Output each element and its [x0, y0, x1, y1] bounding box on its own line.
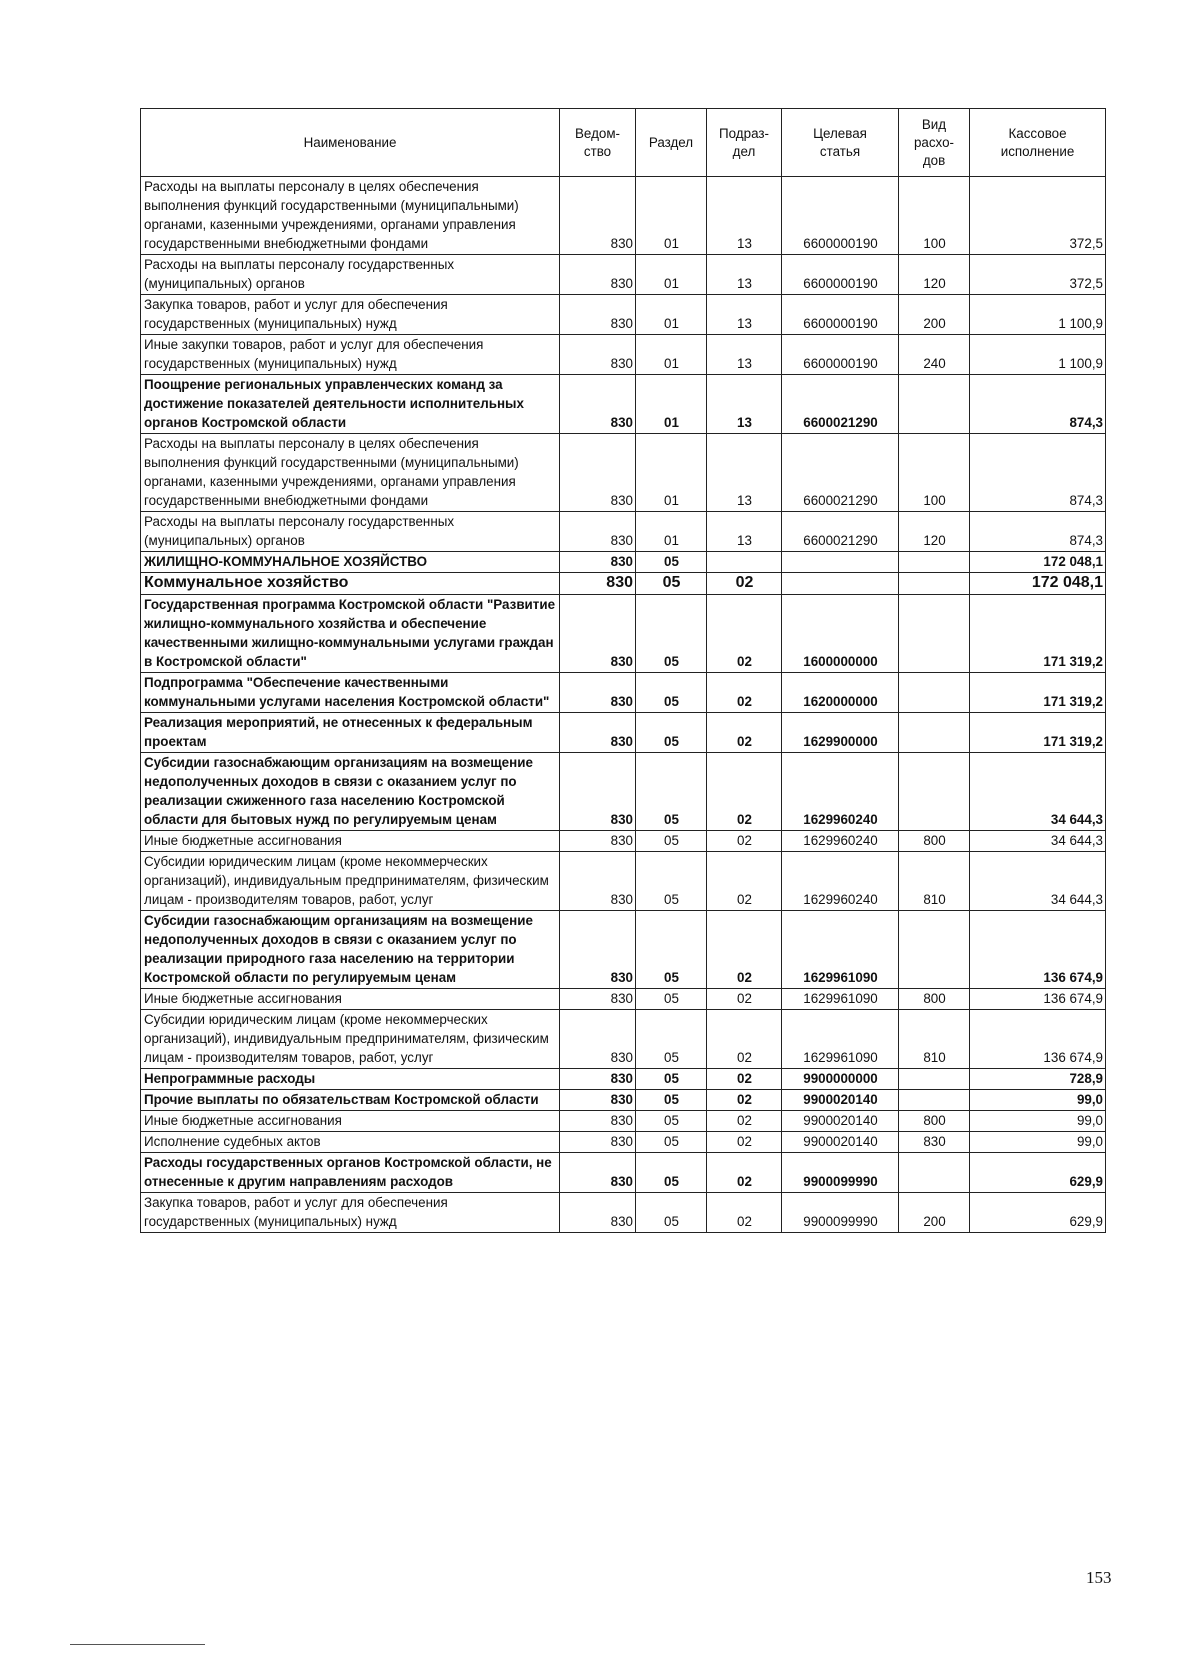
row-celevaya-statya: 1620000000	[782, 673, 899, 713]
row-vedomstvo: 830	[560, 852, 636, 911]
row-name: Субсидии юридическим лицам (кроме некоммерческих организаций), индивидуальным предпринимателям, физическим лицам - производителям товаров, работ, услуг	[141, 1010, 560, 1069]
table-row	[141, 1132, 1106, 1153]
row-vedomstvo: 830	[560, 1153, 636, 1193]
header-razdel: Раздел	[636, 109, 707, 177]
row-vid-rashodov	[899, 1090, 970, 1111]
table-row	[141, 295, 1106, 335]
row-name: Иные закупки товаров, работ и услуг для обеспечения государственных (муниципальных) нужд	[141, 335, 560, 375]
row-razdel: 05	[636, 1111, 707, 1132]
footer-rule	[70, 1644, 205, 1645]
row-name: Коммунальное хозяйство	[141, 573, 560, 595]
header-podrazdel: Подраз- дел	[707, 109, 782, 177]
row-vid-rashodov: 810	[899, 852, 970, 911]
row-podrazdel: 02	[707, 1090, 782, 1111]
table-row	[141, 1193, 1106, 1233]
row-celevaya-statya: 6600000190	[782, 255, 899, 295]
row-name: Иные бюджетные ассигнования	[141, 831, 560, 852]
row-razdel: 05	[636, 989, 707, 1010]
row-podrazdel: 13	[707, 255, 782, 295]
row-name: Прочие выплаты по обязательствам Костромской области	[141, 1090, 560, 1111]
row-vid-rashodov: 240	[899, 335, 970, 375]
table-row	[141, 753, 1106, 831]
table-row	[141, 713, 1106, 753]
row-vedomstvo: 830	[560, 989, 636, 1010]
row-razdel: 05	[636, 1069, 707, 1090]
row-vid-rashodov	[899, 911, 970, 989]
row-name: Иные бюджетные ассигнования	[141, 1111, 560, 1132]
row-celevaya-statya: 9900020140	[782, 1132, 899, 1153]
row-celevaya-statya: 1629960240	[782, 852, 899, 911]
table-row	[141, 512, 1106, 552]
row-vedomstvo: 830	[560, 1010, 636, 1069]
row-kassovoe-ispolnenie: 136 674,9	[970, 1010, 1106, 1069]
row-podrazdel: 02	[707, 595, 782, 673]
row-razdel: 05	[636, 753, 707, 831]
row-podrazdel: 13	[707, 375, 782, 434]
row-razdel: 05	[636, 1153, 707, 1193]
row-vedomstvo: 830	[560, 375, 636, 434]
row-podrazdel: 02	[707, 1111, 782, 1132]
table-row	[141, 831, 1106, 852]
row-podrazdel: 02	[707, 573, 782, 595]
row-celevaya-statya	[782, 573, 899, 595]
row-vid-rashodov	[899, 1069, 970, 1090]
row-razdel: 05	[636, 831, 707, 852]
row-podrazdel: 02	[707, 831, 782, 852]
row-name: Расходы государственных органов Костромской области, не отнесенные к другим направлениям расходов	[141, 1153, 560, 1193]
row-vid-rashodov: 800	[899, 989, 970, 1010]
header-name: Наименование	[141, 109, 560, 177]
row-vid-rashodov	[899, 713, 970, 753]
row-razdel: 05	[636, 1132, 707, 1153]
row-name: Подпрограмма "Обеспечение качественными коммунальными услугами населения Костромской области"	[141, 673, 560, 713]
row-razdel: 01	[636, 177, 707, 255]
table-header-row	[141, 109, 1106, 177]
row-kassovoe-ispolnenie: 372,5	[970, 177, 1106, 255]
row-kassovoe-ispolnenie: 874,3	[970, 434, 1106, 512]
row-vedomstvo: 830	[560, 595, 636, 673]
row-celevaya-statya: 9900020140	[782, 1111, 899, 1132]
row-razdel: 01	[636, 295, 707, 335]
row-name: Поощрение региональных управленческих команд за достижение показателей деятельности исполнительных органов Костромской области	[141, 375, 560, 434]
row-vid-rashodov: 800	[899, 1111, 970, 1132]
row-kassovoe-ispolnenie: 1 100,9	[970, 295, 1106, 335]
row-name: ЖИЛИЩНО-КОММУНАЛЬНОЕ ХОЗЯЙСТВО	[141, 552, 560, 573]
row-name: Иные бюджетные ассигнования	[141, 989, 560, 1010]
table-row	[141, 177, 1106, 255]
row-celevaya-statya: 9900000000	[782, 1069, 899, 1090]
row-kassovoe-ispolnenie: 34 644,3	[970, 831, 1106, 852]
row-vid-rashodov: 800	[899, 831, 970, 852]
row-celevaya-statya: 6600000190	[782, 295, 899, 335]
row-podrazdel: 02	[707, 1010, 782, 1069]
header-kassovoe-ispolnenie: Кассовое исполнение	[970, 109, 1106, 177]
table-row	[141, 1010, 1106, 1069]
row-kassovoe-ispolnenie: 874,3	[970, 512, 1106, 552]
row-vedomstvo: 830	[560, 573, 636, 595]
row-kassovoe-ispolnenie: 1 100,9	[970, 335, 1106, 375]
row-razdel: 05	[636, 673, 707, 713]
row-name: Субсидии юридическим лицам (кроме некоммерческих организаций), индивидуальным предпринимателям, физическим лицам - производителям товаров, работ, услуг	[141, 852, 560, 911]
row-kassovoe-ispolnenie: 629,9	[970, 1153, 1106, 1193]
table-row	[141, 552, 1106, 573]
row-kassovoe-ispolnenie: 629,9	[970, 1193, 1106, 1233]
row-razdel: 05	[636, 595, 707, 673]
row-podrazdel: 13	[707, 177, 782, 255]
row-podrazdel: 02	[707, 989, 782, 1010]
row-razdel: 05	[636, 573, 707, 595]
row-vedomstvo: 830	[560, 673, 636, 713]
row-kassovoe-ispolnenie: 172 048,1	[970, 573, 1106, 595]
row-celevaya-statya: 1629961090	[782, 1010, 899, 1069]
row-celevaya-statya	[782, 552, 899, 573]
row-vedomstvo: 830	[560, 1193, 636, 1233]
row-vedomstvo: 830	[560, 177, 636, 255]
table-row	[141, 335, 1106, 375]
row-vedomstvo: 830	[560, 1090, 636, 1111]
row-podrazdel: 02	[707, 1132, 782, 1153]
row-kassovoe-ispolnenie: 372,5	[970, 255, 1106, 295]
row-kassovoe-ispolnenie: 171 319,2	[970, 713, 1106, 753]
row-celevaya-statya: 1629960240	[782, 831, 899, 852]
row-celevaya-statya: 1629960240	[782, 753, 899, 831]
row-vid-rashodov: 100	[899, 434, 970, 512]
row-podrazdel: 13	[707, 434, 782, 512]
row-vid-rashodov	[899, 552, 970, 573]
row-vedomstvo: 830	[560, 335, 636, 375]
row-celevaya-statya: 6600021290	[782, 512, 899, 552]
table-row	[141, 375, 1106, 434]
table-row	[141, 1069, 1106, 1090]
row-podrazdel: 02	[707, 673, 782, 713]
row-vid-rashodov: 120	[899, 255, 970, 295]
row-podrazdel: 13	[707, 512, 782, 552]
row-razdel: 05	[636, 1193, 707, 1233]
row-vedomstvo: 830	[560, 434, 636, 512]
row-kassovoe-ispolnenie: 34 644,3	[970, 852, 1106, 911]
row-vedomstvo: 830	[560, 911, 636, 989]
row-podrazdel: 13	[707, 335, 782, 375]
row-vid-rashodov	[899, 753, 970, 831]
row-name: Реализация мероприятий, не отнесенных к федеральным проектам	[141, 713, 560, 753]
row-name: Расходы на выплаты персоналу в целях обеспечения выполнения функций государственными (муниципальными) органами, казенными учреждениями, органами управления государственными внебюджетными фондами	[141, 177, 560, 255]
header-celevaya-statya: Целевая статья	[782, 109, 899, 177]
row-vedomstvo: 830	[560, 1132, 636, 1153]
table-row	[141, 255, 1106, 295]
row-vedomstvo: 830	[560, 1111, 636, 1132]
table-row	[141, 911, 1106, 989]
row-podrazdel: 13	[707, 295, 782, 335]
row-name: Государственная программа Костромской области "Развитие жилищно-коммунального хозяйства и обеспечение качественными жилищно-коммунальными услугами граждан в Костромской области"	[141, 595, 560, 673]
row-kassovoe-ispolnenie: 99,0	[970, 1090, 1106, 1111]
row-podrazdel: 02	[707, 713, 782, 753]
row-razdel: 05	[636, 1090, 707, 1111]
header-vid-rashodov: Вид расхо- дов	[899, 109, 970, 177]
row-vedomstvo: 830	[560, 1069, 636, 1090]
row-name: Расходы на выплаты персоналу государственных (муниципальных) органов	[141, 255, 560, 295]
row-vid-rashodov	[899, 673, 970, 713]
table-row	[141, 852, 1106, 911]
row-vid-rashodov: 810	[899, 1010, 970, 1069]
table-row	[141, 573, 1106, 595]
row-kassovoe-ispolnenie: 172 048,1	[970, 552, 1106, 573]
row-podrazdel: 02	[707, 1153, 782, 1193]
table-row	[141, 1111, 1106, 1132]
row-kassovoe-ispolnenie: 171 319,2	[970, 595, 1106, 673]
row-podrazdel: 02	[707, 1069, 782, 1090]
row-kassovoe-ispolnenie: 171 319,2	[970, 673, 1106, 713]
row-vid-rashodov: 200	[899, 1193, 970, 1233]
table-row	[141, 595, 1106, 673]
row-razdel: 01	[636, 375, 707, 434]
row-vedomstvo: 830	[560, 831, 636, 852]
row-kassovoe-ispolnenie: 874,3	[970, 375, 1106, 434]
row-podrazdel: 02	[707, 852, 782, 911]
row-celevaya-statya: 1629900000	[782, 713, 899, 753]
row-celevaya-statya: 9900099990	[782, 1153, 899, 1193]
row-podrazdel: 02	[707, 753, 782, 831]
row-kassovoe-ispolnenie: 728,9	[970, 1069, 1106, 1090]
row-celevaya-statya: 6600000190	[782, 177, 899, 255]
row-name: Расходы на выплаты персоналу в целях обеспечения выполнения функций государственными (муниципальными) органами, казенными учреждениями, органами управления государственными внебюджетными фондами	[141, 434, 560, 512]
row-vid-rashodov	[899, 595, 970, 673]
row-razdel: 01	[636, 512, 707, 552]
row-kassovoe-ispolnenie: 34 644,3	[970, 753, 1106, 831]
budget-table	[140, 108, 1106, 1233]
table-row	[141, 673, 1106, 713]
row-podrazdel: 02	[707, 911, 782, 989]
row-vedomstvo: 830	[560, 295, 636, 335]
row-celevaya-statya: 9900020140	[782, 1090, 899, 1111]
row-razdel: 01	[636, 255, 707, 295]
row-celevaya-statya: 6600021290	[782, 434, 899, 512]
row-razdel: 05	[636, 911, 707, 989]
row-celevaya-statya: 9900099990	[782, 1193, 899, 1233]
row-vid-rashodov	[899, 573, 970, 595]
row-kassovoe-ispolnenie: 99,0	[970, 1111, 1106, 1132]
row-celevaya-statya: 1629961090	[782, 911, 899, 989]
row-celevaya-statya: 6600000190	[782, 335, 899, 375]
table-row	[141, 1153, 1106, 1193]
row-name: Непрограммные расходы	[141, 1069, 560, 1090]
row-vid-rashodov	[899, 1153, 970, 1193]
row-name: Закупка товаров, работ и услуг для обеспечения государственных (муниципальных) нужд	[141, 1193, 560, 1233]
row-celevaya-statya: 1629961090	[782, 989, 899, 1010]
table-body	[141, 177, 1106, 1233]
row-razdel: 05	[636, 713, 707, 753]
row-kassovoe-ispolnenie: 136 674,9	[970, 989, 1106, 1010]
row-vedomstvo: 830	[560, 552, 636, 573]
table-row	[141, 989, 1106, 1010]
row-vid-rashodov: 830	[899, 1132, 970, 1153]
row-vedomstvo: 830	[560, 512, 636, 552]
row-vid-rashodov	[899, 375, 970, 434]
row-podrazdel: 02	[707, 1193, 782, 1233]
row-name: Исполнение судебных актов	[141, 1132, 560, 1153]
row-razdel: 05	[636, 552, 707, 573]
row-name: Закупка товаров, работ и услуг для обеспечения государственных (муниципальных) нужд	[141, 295, 560, 335]
header-vedomstvo: Ведом- ство	[560, 109, 636, 177]
row-vid-rashodov: 200	[899, 295, 970, 335]
row-name: Расходы на выплаты персоналу государственных (муниципальных) органов	[141, 512, 560, 552]
row-celevaya-statya: 6600021290	[782, 375, 899, 434]
row-razdel: 05	[636, 852, 707, 911]
row-vid-rashodov: 100	[899, 177, 970, 255]
row-vedomstvo: 830	[560, 255, 636, 295]
table-row	[141, 434, 1106, 512]
row-vedomstvo: 830	[560, 713, 636, 753]
table-row	[141, 1090, 1106, 1111]
row-name: Субсидии газоснабжающим организациям на возмещение недополученных доходов в связи с оказанием услуг по реализации сжиженного газа населению Костромской области для бытовых нужд по регулируемым ценам	[141, 753, 560, 831]
row-vid-rashodov: 120	[899, 512, 970, 552]
row-razdel: 01	[636, 335, 707, 375]
row-celevaya-statya: 1600000000	[782, 595, 899, 673]
row-podrazdel	[707, 552, 782, 573]
row-kassovoe-ispolnenie: 136 674,9	[970, 911, 1106, 989]
row-razdel: 05	[636, 1010, 707, 1069]
row-razdel: 01	[636, 434, 707, 512]
page-number: 153	[1086, 1568, 1112, 1587]
row-vedomstvo: 830	[560, 753, 636, 831]
row-name: Субсидии газоснабжающим организациям на возмещение недополученных доходов в связи с оказанием услуг по реализации природного газа населению на территории Костромской области по регулируемым ценам	[141, 911, 560, 989]
row-kassovoe-ispolnenie: 99,0	[970, 1132, 1106, 1153]
